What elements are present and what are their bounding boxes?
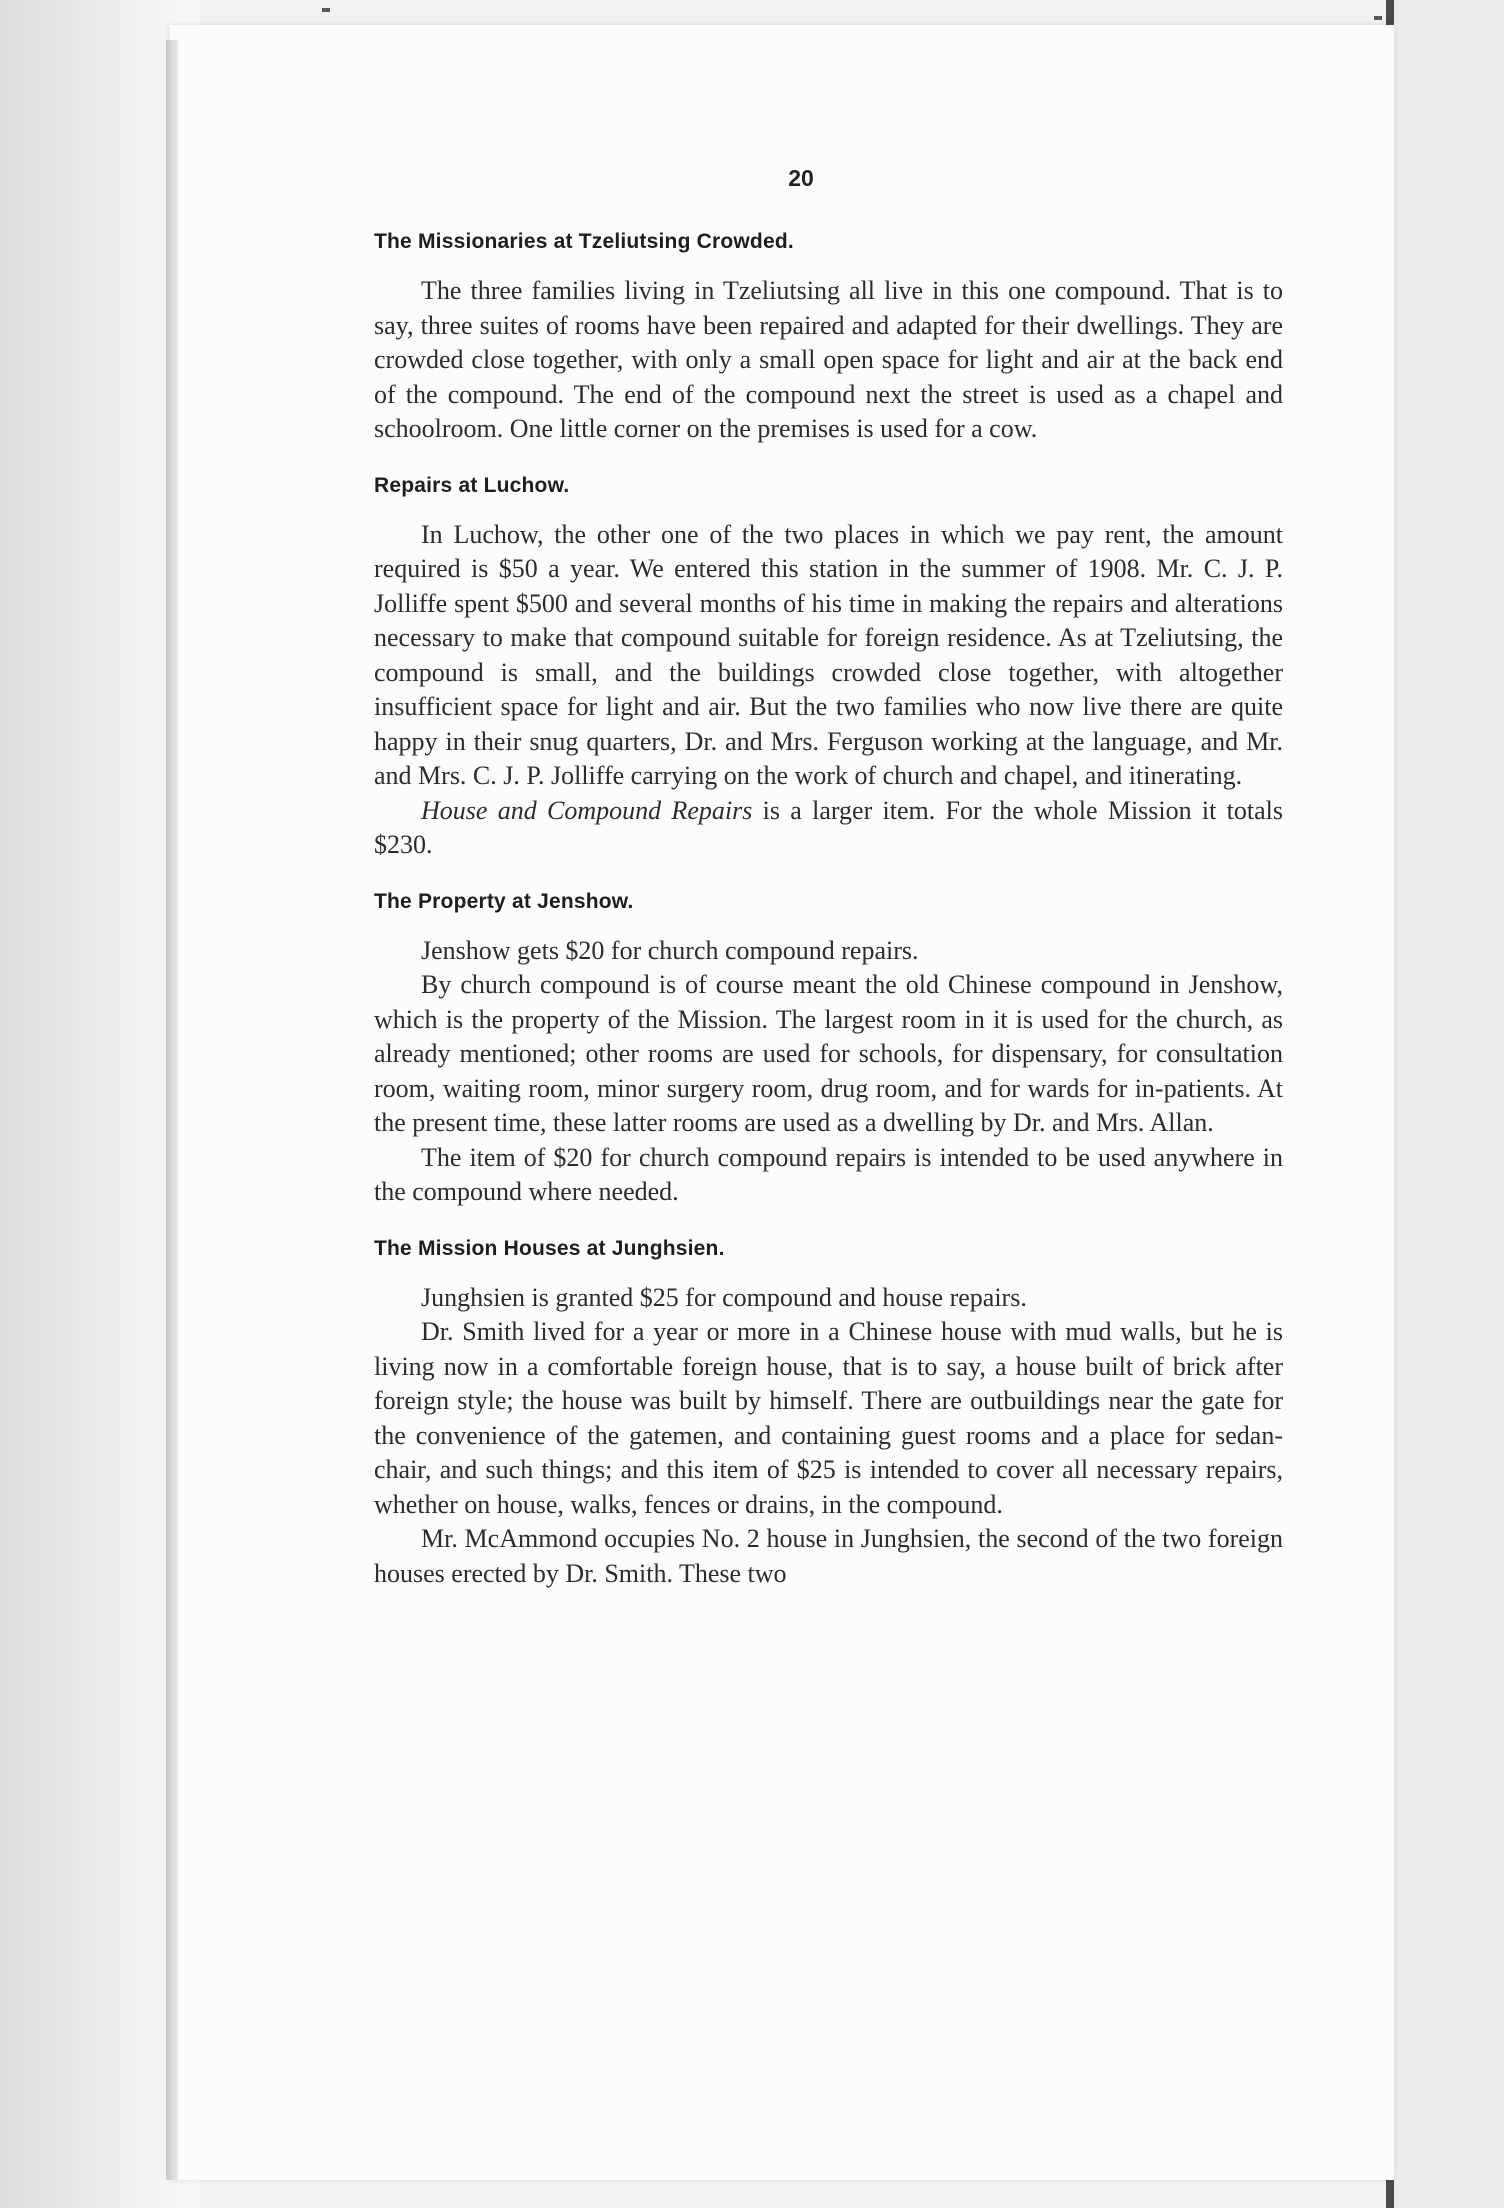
section-heading: Repairs at Luchow. — [374, 473, 570, 497]
page-spine-shadow — [166, 40, 178, 2180]
section-luchow — [374, 474, 1283, 863]
scan-mark — [322, 8, 330, 12]
paragraph: Junghsien is granted $25 for compound and house repairs. — [421, 1282, 1027, 1312]
paragraph: Jenshow gets $20 for church compound repairs. — [421, 935, 919, 965]
scan-mark — [1374, 16, 1382, 20]
paragraph: Dr. Smith lived for a year or more in a Chinese house with mud walls, but he is living now in a comfortable foreign house, that is to say, a house built of brick after foreign style; the house was built by himself. There are outbuildings near the gate for the convenience of the gatemen, and containing guest rooms and a place for sedan-chair, and such things; and this item of $25 is intended to cover all necessary repairs, whether on house, walks, fences or drains, in the compound. — [374, 1317, 1283, 1519]
paragraph: The three families living in Tzeliutsing all live in this one compound. That is to say, three suites of rooms have been repaired and adapted for their dwellings. They are crowded close together, with only a small open space for light and air at the back end of the compound. The end of the compound next the street is used as a chapel and schoolroom. One little corner on the premises is used for a cow. — [374, 276, 1283, 443]
section-jenshow — [374, 890, 1283, 1210]
paragraph: The item of $20 for church compound repairs is intended to be used anywhere in the compound where needed. — [374, 1142, 1283, 1206]
section-junghsien — [374, 1237, 1283, 1592]
italic-phrase: House and Compound Repairs — [421, 795, 753, 825]
paragraph: Mr. McAmmond occupies No. 2 house in Junghsien, the second of the two foreign houses erected by Dr. Smith. These two — [374, 1524, 1283, 1588]
section-heading: The Missionaries at Tzeliutsing Crowded. — [374, 230, 794, 253]
section-tzeliutsing — [374, 230, 1283, 447]
section-heading: The Property at Jenshow. — [374, 889, 634, 913]
section-heading: The Mission Houses at Junghsien. — [374, 1236, 725, 1260]
page-number: 20 — [788, 165, 814, 191]
paragraph-text: is a larger item. For the whole Mission it totals $230. — [374, 795, 1284, 859]
adjacent-page-edge — [1394, 0, 1504, 2208]
paragraph: In Luchow, the other one of the two places in which we pay rent, the amount required is $50 a year. We entered this station in the summer of 1908. Mr. C. J. P. Jolliffe spent $500 and several months of his time in making the repairs and alterations necessary to make that compound suitable for foreign residence. As at Tzeliutsing, the compound is small, and the buildings crowded close together, with altogether insufficient space for light and air. But the two families who now live there are quite happy in their snug quarters, Dr. and Mrs. Ferguson working at the language, and Mr. and Mrs. C. J. P. Jolliffe carrying on the work of church and chapel, and itinerating. — [374, 519, 1283, 790]
page-body — [374, 230, 1283, 1591]
paragraph — [374, 794, 1283, 863]
paragraph: By church compound is of course meant the old Chinese compound in Jenshow, which is the property of the Mission. The largest room in it is used for the church, as already mentioned; other rooms are used for schools, for dispensary, for consultation room, waiting room, minor surgery room, drug room, and for wards for in-patients. At the present time, these latter rooms are used as a dwelling by Dr. and Mrs. Allan. — [374, 970, 1283, 1137]
